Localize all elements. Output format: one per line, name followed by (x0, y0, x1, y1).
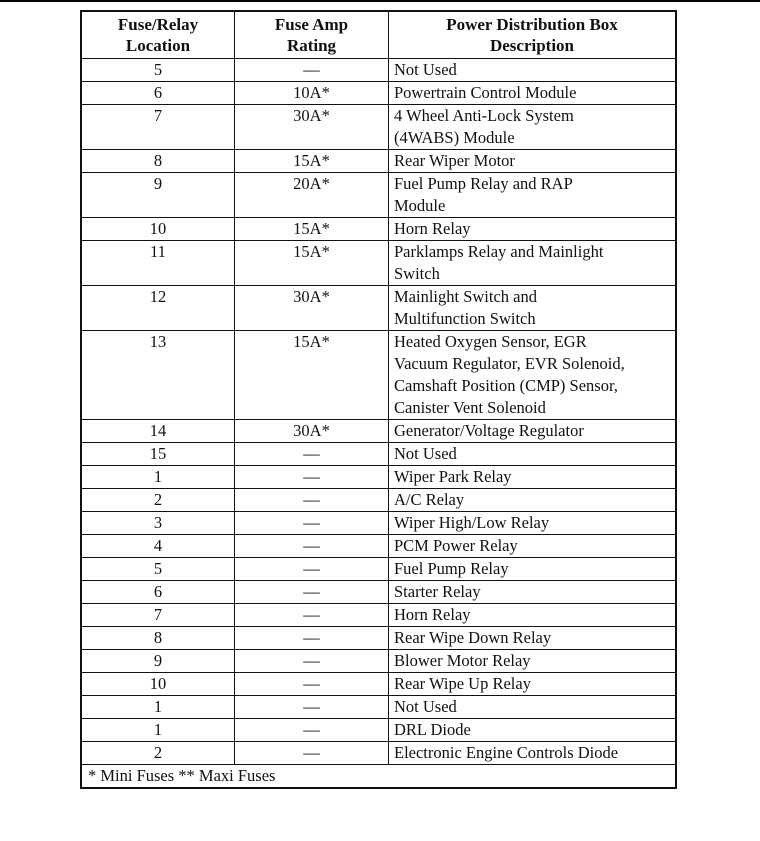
cell-description (389, 105, 677, 150)
cell-location: 1 (81, 696, 235, 719)
cell-description (389, 286, 677, 331)
cell-location: 7 (81, 105, 235, 150)
cell-amp-rating: 15A* (235, 218, 389, 241)
cell-description (389, 742, 677, 765)
table-row (81, 650, 676, 673)
table-row (81, 150, 676, 173)
description-line: Camshaft Position (CMP) Sensor, (394, 376, 618, 395)
table-row (81, 241, 676, 286)
cell-description (389, 150, 677, 173)
header-amp-line: Rating (286, 36, 337, 55)
description-line: 4 Wheel Anti-Lock System (394, 106, 574, 125)
cell-amp-rating: — (235, 604, 389, 627)
table-row (81, 627, 676, 650)
cell-amp-rating: — (235, 581, 389, 604)
cell-description (389, 489, 677, 512)
cell-amp-rating: — (235, 59, 389, 82)
cell-location: 1 (81, 719, 235, 742)
cell-description (389, 443, 677, 466)
cell-description (389, 420, 677, 443)
cell-amp-rating: — (235, 742, 389, 765)
description-line: Rear Wiper Motor (394, 151, 515, 170)
cell-location: 11 (81, 241, 235, 286)
table-row (81, 82, 676, 105)
cell-location: 3 (81, 512, 235, 535)
table-row (81, 420, 676, 443)
table-row (81, 443, 676, 466)
header-location-line: Location (125, 36, 191, 55)
description-line: Wiper High/Low Relay (394, 513, 550, 532)
table-row (81, 604, 676, 627)
fuse-relay-table (80, 10, 677, 789)
cell-description (389, 558, 677, 581)
description-line: Horn Relay (394, 605, 471, 624)
header-amp-line: Fuse Amp (274, 15, 349, 34)
table-row (81, 742, 676, 765)
cell-description (389, 581, 677, 604)
cell-location: 10 (81, 673, 235, 696)
table-row (81, 719, 676, 742)
description-line: Generator/Voltage Regulator (394, 421, 584, 440)
table-row (81, 696, 676, 719)
cell-location: 9 (81, 173, 235, 218)
cell-location: 14 (81, 420, 235, 443)
cell-description (389, 59, 677, 82)
description-line: Not Used (394, 697, 457, 716)
description-line: Electronic Engine Controls Diode (394, 743, 619, 762)
cell-amp-rating: — (235, 650, 389, 673)
cell-location: 2 (81, 489, 235, 512)
cell-description (389, 650, 677, 673)
description-line: Fuel Pump Relay and RAP (394, 174, 573, 193)
table-row (81, 535, 676, 558)
table-row (81, 673, 676, 696)
cell-description (389, 673, 677, 696)
header-description-line: Power Distribution Box (446, 15, 618, 34)
description-line: Fuel Pump Relay (394, 559, 509, 578)
cell-description (389, 331, 677, 420)
cell-amp-rating: 15A* (235, 150, 389, 173)
header-location (81, 11, 235, 59)
description-line: Horn Relay (394, 219, 471, 238)
table-row (81, 512, 676, 535)
header-location-line: Fuse/Relay (117, 15, 199, 34)
description-line: PCM Power Relay (394, 536, 518, 555)
cell-amp-rating: — (235, 489, 389, 512)
cell-amp-rating: — (235, 696, 389, 719)
table-row (81, 105, 676, 150)
cell-location: 7 (81, 604, 235, 627)
table-row (81, 331, 676, 420)
description-line: Heated Oxygen Sensor, EGR (394, 332, 587, 351)
description-line: Rear Wipe Down Relay (394, 628, 552, 647)
cell-amp-rating: — (235, 512, 389, 535)
description-line: Switch (394, 264, 440, 283)
cell-location: 9 (81, 650, 235, 673)
cell-location: 4 (81, 535, 235, 558)
cell-location: 13 (81, 331, 235, 420)
cell-description (389, 466, 677, 489)
table-row (81, 466, 676, 489)
description-line: Blower Motor Relay (394, 651, 531, 670)
cell-amp-rating: — (235, 466, 389, 489)
table-row (81, 59, 676, 82)
footnote: * Mini Fuses ** Maxi Fuses (81, 765, 676, 789)
description-line: Rear Wipe Up Relay (394, 674, 531, 693)
cell-description (389, 627, 677, 650)
cell-amp-rating: — (235, 558, 389, 581)
cell-amp-rating: — (235, 627, 389, 650)
cell-location: 15 (81, 443, 235, 466)
cell-description (389, 535, 677, 558)
description-line: Canister Vent Solenoid (394, 398, 546, 417)
cell-amp-rating: 30A* (235, 420, 389, 443)
cell-location: 5 (81, 59, 235, 82)
cell-amp-rating: — (235, 443, 389, 466)
cell-location: 10 (81, 218, 235, 241)
footnote-row (81, 765, 676, 789)
description-line: Wiper Park Relay (394, 467, 512, 486)
header-amp-rating (235, 11, 389, 59)
cell-description (389, 241, 677, 286)
table-header-row (81, 11, 676, 59)
description-line: Mainlight Switch and (394, 287, 537, 306)
cell-amp-rating: 30A* (235, 105, 389, 150)
description-line: Not Used (394, 60, 457, 79)
description-line: Parklamps Relay and Mainlight (394, 242, 604, 261)
cell-location: 8 (81, 627, 235, 650)
cell-location: 12 (81, 286, 235, 331)
cell-amp-rating: 30A* (235, 286, 389, 331)
cell-amp-rating: 15A* (235, 331, 389, 420)
cell-location: 5 (81, 558, 235, 581)
table-row (81, 173, 676, 218)
cell-location: 1 (81, 466, 235, 489)
cell-location: 6 (81, 581, 235, 604)
top-border-line (0, 0, 760, 2)
cell-description (389, 218, 677, 241)
table-row (81, 558, 676, 581)
description-line: (4WABS) Module (394, 128, 515, 147)
table-row (81, 581, 676, 604)
table-body (81, 59, 676, 765)
description-line: Multifunction Switch (394, 309, 536, 328)
cell-description (389, 82, 677, 105)
table-row (81, 218, 676, 241)
description-line: A/C Relay (394, 490, 465, 509)
cell-amp-rating: 20A* (235, 173, 389, 218)
header-description-line: Description (489, 36, 575, 55)
cell-description (389, 696, 677, 719)
table-row (81, 489, 676, 512)
cell-amp-rating: — (235, 673, 389, 696)
cell-location: 2 (81, 742, 235, 765)
cell-description (389, 512, 677, 535)
description-line: Module (394, 196, 446, 215)
cell-description (389, 604, 677, 627)
cell-location: 6 (81, 82, 235, 105)
description-line: Vacuum Regulator, EVR Solenoid, (394, 354, 625, 373)
cell-amp-rating: 15A* (235, 241, 389, 286)
cell-amp-rating: 10A* (235, 82, 389, 105)
description-line: Not Used (394, 444, 457, 463)
description-line: Starter Relay (394, 582, 481, 601)
description-line: DRL Diode (394, 720, 471, 739)
cell-amp-rating: — (235, 535, 389, 558)
description-line: Powertrain Control Module (394, 83, 577, 102)
header-description (389, 11, 677, 59)
cell-description (389, 719, 677, 742)
cell-amp-rating: — (235, 719, 389, 742)
cell-description (389, 173, 677, 218)
cell-location: 8 (81, 150, 235, 173)
table-row (81, 286, 676, 331)
